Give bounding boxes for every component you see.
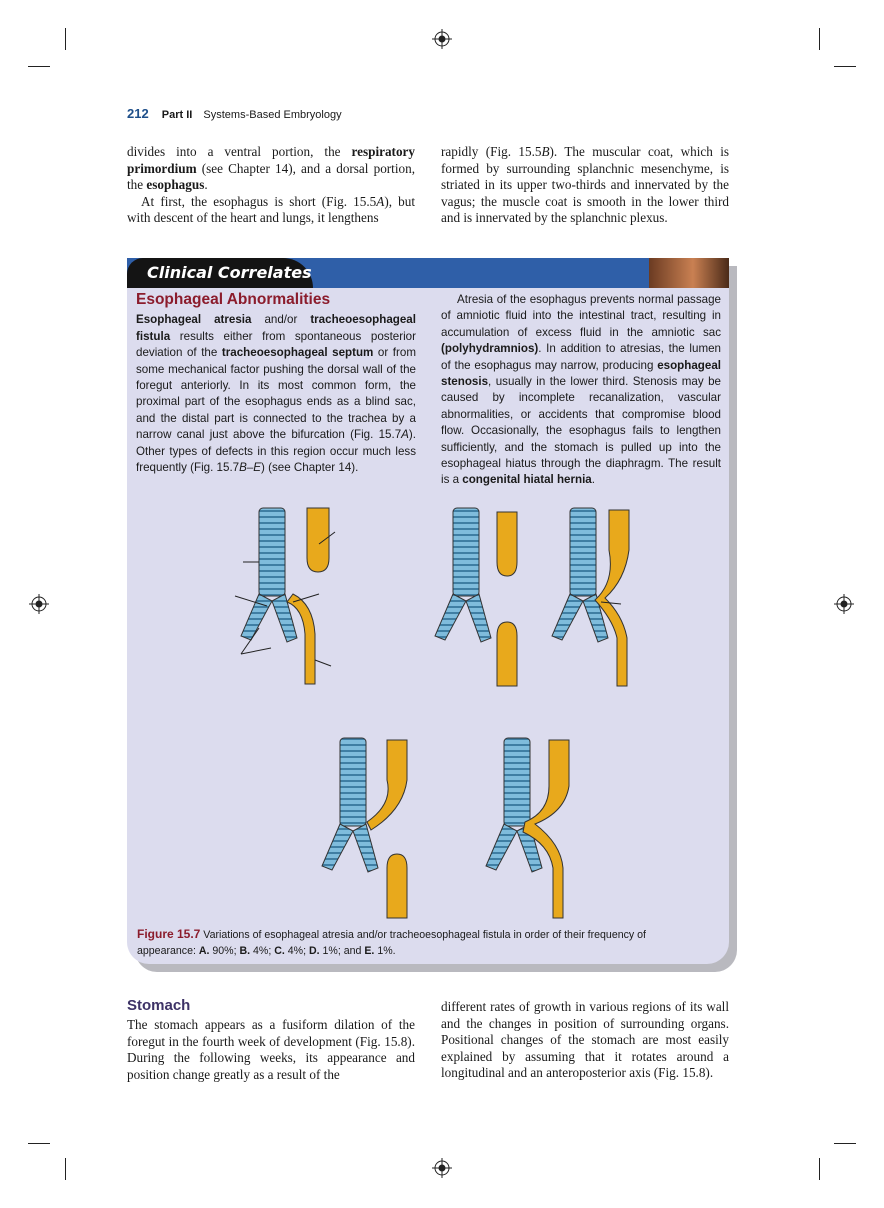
figure-caption: [137, 926, 697, 959]
paragraph: Atresia of the esophagus prevents normal passage of amniotic fluid into the intestinal tract, resulting in accumulation of excess fluid in the amniotic sac (polyhydramnios). In addition to atresias, the lumen of the esophagus may narrow, producing esophageal stenosis, usually in the lower third. Stenosis may be caused by incomplete recanalization, vascular abnormalities, or accidents that compromise blood flow. Occasionally, the esophagus fails to lengthen sufficiently, and the stomach is pulled up into the esophageal hiatus through the diaphragm. The result is a congenital hiatal hernia.: [441, 293, 721, 487]
figure-15-7-illustration: [227, 506, 667, 926]
running-header: [127, 106, 342, 121]
top-right-column: [441, 144, 729, 227]
variant-d-drawing: [322, 738, 407, 918]
registration-mark-icon: [834, 594, 854, 614]
paragraph: The stomach appears as a fusiform dilation of the foregut in the fourth week of development (Fig. 15.8). During the following weeks, its appearance and position change greatly as a result of the: [127, 1017, 415, 1082]
registration-mark-icon: [432, 29, 452, 49]
crop-mark: [834, 1143, 856, 1144]
caption-text: Variations of esophageal atresia and/or tracheoesophageal fistula in order of their frequency of appearance: A. 90%; B. 4%; C. 4%; D. 1%; and E. 1%.: [137, 929, 646, 957]
variant-b-drawing: [435, 508, 517, 686]
box-left-column: [136, 292, 416, 476]
page-number: 212: [127, 106, 149, 121]
paragraph: At first, the esophagus is short (Fig. 15.5A), but with descent of the heart and lungs, it lengthens: [127, 193, 416, 226]
section-heading: Stomach: [127, 997, 191, 1014]
variant-c-drawing: [552, 508, 629, 686]
embryo-thumbnail-image: [649, 258, 729, 288]
crop-mark: [65, 1158, 66, 1180]
book-section-title: Systems-Based Embryology: [203, 109, 342, 121]
paragraph: divides into a ventral portion, the respiratory primordium (see Chapter 14), and a dorsal portion, the esophagus.: [127, 144, 415, 193]
crop-mark: [28, 1143, 50, 1144]
box-title-tab: [127, 258, 313, 288]
crop-mark: [65, 28, 66, 50]
part-label: Part II: [161, 109, 193, 121]
crop-mark: [834, 66, 856, 67]
paragraph: Esophageal atresia and/or tracheoesophageal fistula results either from spontaneous posterior deviation of the tracheoesophageal septum or from some mechanical factor pushing the dorsal wall of the foregut anteriorly. In its most common form, the proximal part of the esophagus ends as a blind sac, and the distal part is connected to the trachea by a narrow canal just above the bifurcation (Fig. 15.7A). Other types of defects in this region occur much less frequently (Fig. 15.7B–E) (see Chapter 14).: [136, 313, 416, 475]
clinical-correlates-box: [127, 258, 729, 964]
registration-mark-icon: [29, 594, 49, 614]
bottom-left-column: [127, 1017, 415, 1083]
crop-mark: [819, 28, 820, 50]
variant-a-drawing: [235, 508, 335, 684]
box-right-column: [441, 292, 721, 489]
box-heading: Esophageal Abnormalities: [136, 291, 331, 308]
top-left-column: [127, 144, 415, 227]
bottom-right-column: [441, 999, 729, 1082]
figure-label: Figure 15.7: [137, 927, 201, 941]
box-title: Clinical Correlates: [147, 263, 312, 282]
crop-mark: [819, 1158, 820, 1180]
variant-e-drawing: [486, 738, 569, 918]
crop-mark: [28, 66, 50, 67]
paragraph: rapidly (Fig. 15.5B). The muscular coat, which is formed by surrounding splanchnic mesenchyme, is striated in its upper two-thirds and innervated by the vagus; the muscle coat is smooth in the lower third and is innervated by the splanchnic plexus.: [441, 144, 729, 226]
paragraph: different rates of growth in various regions of its wall and the changes in position of surrounding organs. Positional changes of the stomach are most easily explained by assuming that it rotates around a longitudinal and an anteroposterior axis (Fig. 15.8).: [441, 999, 729, 1081]
registration-mark-icon: [432, 1158, 452, 1178]
